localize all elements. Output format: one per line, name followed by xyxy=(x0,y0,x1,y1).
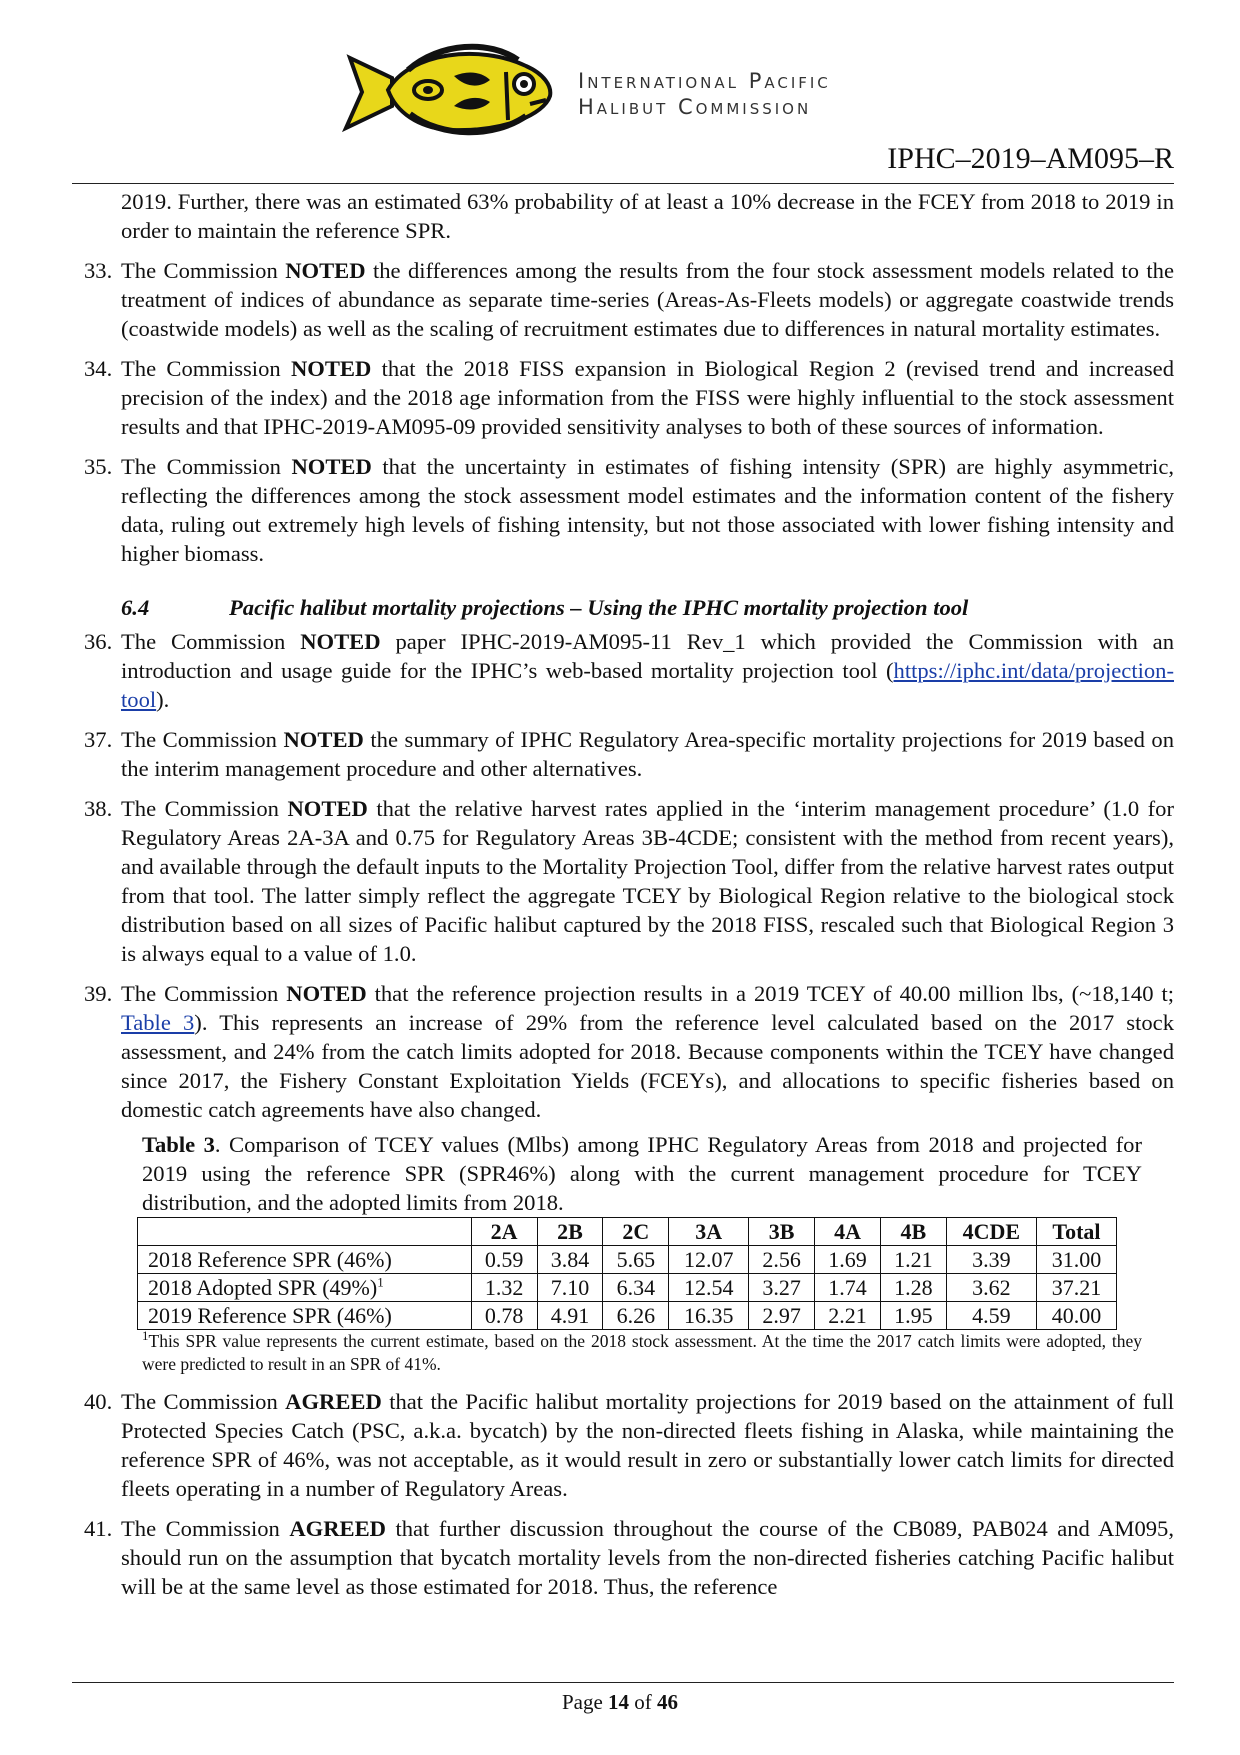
table-cell: 1.74 xyxy=(815,1274,881,1302)
paragraph-number: 37. xyxy=(84,727,113,752)
column-header: Total xyxy=(1036,1218,1116,1246)
table-cell: 0.59 xyxy=(471,1246,537,1274)
section-number: 6.4 xyxy=(121,595,150,620)
projection-tool-link[interactable]: https://iphc.int/data/projection-tool xyxy=(121,658,1174,712)
page-total: 46 xyxy=(657,1690,679,1714)
table-caption: Table 3. Comparison of TCEY values (Mlbs) among IPHC Regulatory Areas from 2018 and projected for 2019 using the reference SPR (SPR46%) along with the current management procedure for TCEY distribution, and the adopted limits from 2018. xyxy=(142,1132,1143,1215)
keyword: NOTED xyxy=(286,981,367,1006)
paragraph-37: 37. The Commission NOTED the summary of IPHC Regulatory Area-specific mortality projections for 2019 based on the interim management procedure and other alternatives. xyxy=(84,727,1175,781)
table-cell: 7.10 xyxy=(537,1274,603,1302)
table-cell: 4.91 xyxy=(537,1302,603,1330)
table-cell: 1.21 xyxy=(880,1246,946,1274)
column-header: 3B xyxy=(749,1218,815,1246)
paragraph-number: 39. xyxy=(84,981,113,1006)
keyword: NOTED xyxy=(285,258,366,283)
row-label: 2019 Reference SPR (46%) xyxy=(138,1302,472,1330)
table-3-block xyxy=(142,1130,1142,1376)
table-cell: 12.07 xyxy=(669,1246,749,1274)
table-cell: 2.56 xyxy=(749,1246,815,1274)
paragraph-number: 38. xyxy=(84,796,113,821)
table-cell: 31.00 xyxy=(1036,1246,1116,1274)
table-cell: 0.78 xyxy=(471,1302,537,1330)
table-cell: 3.27 xyxy=(749,1274,815,1302)
page-body xyxy=(84,187,1175,1601)
paragraph-number: 35. xyxy=(84,454,113,479)
table-cell: 1.28 xyxy=(880,1274,946,1302)
keyword: NOTED xyxy=(300,629,381,654)
document-id: IPHC–2019–AM095–R xyxy=(887,142,1174,175)
table-cell: 2.21 xyxy=(815,1302,881,1330)
column-header: 4CDE xyxy=(946,1218,1036,1246)
paragraph-35: 35. The Commission NOTED that the uncertainty in estimates of fishing intensity (SPR) are highly asymmetric, reflecting the differences among the stock assessment model estimates and the information content of the fishery data, ruling out extremely high levels of fishing intensity, but not those associated with lower fishing intensity and higher biomass. xyxy=(84,454,1174,566)
table-cell: 6.34 xyxy=(603,1274,669,1302)
table-cell: 3.39 xyxy=(946,1246,1036,1274)
keyword: NOTED xyxy=(291,454,372,479)
footnote-marker: 1 xyxy=(377,1274,384,1290)
table-cell: 3.62 xyxy=(946,1274,1036,1302)
page-header xyxy=(0,0,1240,185)
paragraph-40: 40. The Commission AGREED that the Pacific halibut mortality projections for 2019 based on the attainment of full Protected Species Catch (PSC, a.k.a. bycatch) by the non-directed fleets fishing in Alaska, while maintaining the reference SPR of 46%, was not acceptable, as it would result in zero or substantially lower catch limits for directed fleets operating in a number of Regulatory Areas. xyxy=(84,1389,1175,1501)
column-header: 2A xyxy=(471,1218,537,1246)
column-header: 2C xyxy=(603,1218,669,1246)
paragraph-38: 38. The Commission NOTED that the relative harvest rates applied in the ‘interim management procedure’ (1.0 for Regulatory Areas 2A-3A and 0.75 for Regulatory Areas 3B-4CDE; consistent with the method from recent years), and available through the default inputs to the Mortality Projection Tool, differ from the relative harvest rates output from that tool. The latter simply reflect the aggregate TCEY by Biological Region relative to the biological stock distribution based on all sizes of Pacific halibut captured by the 2018 FISS, rescaled such that Biological Region 3 is always equal to a value of 1.0. xyxy=(84,796,1175,966)
paragraph-number: 33. xyxy=(84,258,113,283)
header-divider xyxy=(72,183,1174,184)
footer-divider xyxy=(72,1682,1174,1683)
table-cell: 16.35 xyxy=(669,1302,749,1330)
table-cell: 37.21 xyxy=(1036,1274,1116,1302)
column-header: 3A xyxy=(669,1218,749,1246)
org-line-2: Halibut Commission xyxy=(578,95,812,120)
table-footnote: $^1$This SPR value represents the current estimate, based on the 2018 stock assessment. At the time the 2017 catch limits were adopted, they were predicted to result in an SPR of 41%. xyxy=(142,1328,1142,1374)
tcey-comparison-table xyxy=(137,1217,1117,1330)
paragraph-number: 41. xyxy=(84,1516,113,1541)
column-header: 4B xyxy=(880,1218,946,1246)
table-cell: 4.59 xyxy=(946,1302,1036,1330)
organization-name xyxy=(578,68,831,121)
paragraph-number: 36. xyxy=(84,629,113,654)
table-row xyxy=(138,1246,1117,1274)
page-number: 14 xyxy=(608,1690,630,1714)
row-label: 2018 Reference SPR (46%) xyxy=(138,1246,472,1274)
column-header: 4A xyxy=(815,1218,881,1246)
paragraph-41: 41. The Commission AGREED that further discussion throughout the course of the CB089, PAB024 and AM095, should run on the assumption that bycatch mortality levels from the non-directed fisheries catching Pacific halibut will be at the same level as those estimated for 2018. Thus, the reference xyxy=(84,1516,1174,1599)
table-cell: 40.00 xyxy=(1036,1302,1116,1330)
keyword: NOTED xyxy=(283,727,364,752)
paragraph-number: 34. xyxy=(84,356,113,381)
section-title: Pacific halibut mortality projections – Using the IPHC mortality projection tool xyxy=(229,595,969,620)
paragraph-39: 39. The Commission NOTED that the reference projection results in a 2019 TCEY of 40.00 million lbs, (~18,140 t; Table 3). This represents an increase of 29% from the reference level calculated based on the 2017 stock assessment, and 24% from the catch limits adopted for 2018. Because components within the TCEY have changed since 2017, the Fishery Constant Exploitation Yields (FCEYs), and allocations to specific fisheries based on domestic catch agreements have also changed. xyxy=(84,981,1174,1122)
column-header: 2B xyxy=(537,1218,603,1246)
keyword: AGREED xyxy=(285,1389,382,1414)
column-header xyxy=(138,1218,472,1246)
keyword: NOTED xyxy=(290,356,372,381)
table-cell: 1.95 xyxy=(880,1302,946,1330)
keyword: NOTED xyxy=(287,796,368,821)
org-line-1: International Pacific xyxy=(578,69,831,93)
paragraph-33: 33. The Commission NOTED the differences among the results from the four stock assessment models related to the treatment of indices of abundance as separate time-series (Areas-As-Fleets models) or aggregate coastwide trends (coastwide models) as well as the scaling of recruitment estimates due to differences in natural mortality estimates. xyxy=(84,258,1174,341)
row-label: 2018 Adopted SPR $(49\%)^1$ xyxy=(138,1274,472,1302)
table-cell: 1.69 xyxy=(815,1246,881,1274)
table-row xyxy=(138,1274,1117,1302)
paragraph-34: 34. The Commission NOTED that the 2018 FISS expansion in Biological Region 2 (revised trend and increased precision of the index) and the 2018 age information from the FISS were highly influential to the stock assessment results and that IPHC-2019-AM095-09 provided sensitivity analyses to both of these sources of information. xyxy=(84,356,1175,439)
table-cell: 2.97 xyxy=(749,1302,815,1330)
paragraph-number: 40. xyxy=(84,1389,113,1414)
table-row xyxy=(138,1302,1117,1330)
table-cell: 1.32 xyxy=(471,1274,537,1302)
table-caption-label: Table 3 xyxy=(142,1132,215,1157)
footnote-marker: 1 xyxy=(142,1328,149,1344)
continued-paragraph: 2019. Further, there was an estimated 63% probability of at least a 10% decrease in the FCEY from 2018 to 2019 in order to maintain the reference SPR. xyxy=(121,189,1174,243)
table-header-row xyxy=(138,1218,1117,1246)
table-3-link[interactable]: Table 3 xyxy=(121,1010,195,1035)
table-cell: 5.65 xyxy=(603,1246,669,1274)
paragraph-36: 36. The Commission NOTED paper IPHC-2019-AM095-11 Rev_1 which provided the Commission with an introduction and usage guide for the IPHC’s web-based mortality projection tool (https://iphc.int/data/projection-tool). xyxy=(84,629,1174,712)
page-footer: Page 14 of 46 xyxy=(561,1690,679,1714)
table-cell: 3.84 xyxy=(537,1246,603,1274)
keyword: AGREED xyxy=(289,1516,386,1541)
halibut-fish-logo-icon xyxy=(330,40,560,140)
section-heading xyxy=(121,593,1174,622)
table-cell: 12.54 xyxy=(669,1274,749,1302)
table-cell: 6.26 xyxy=(603,1302,669,1330)
